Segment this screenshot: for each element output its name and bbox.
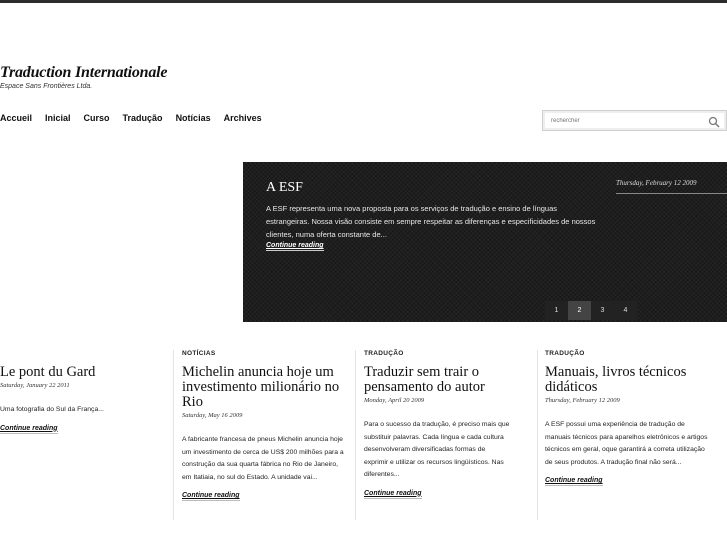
- slider-page-4[interactable]: 4: [614, 301, 637, 320]
- column-divider: [173, 350, 174, 520]
- post-date: Monday, April 20 2009: [364, 397, 425, 404]
- post-excerpt: A fabricante francesa de pneus Michelin anuncia hoje um investimento de cerca de US$ 200 milhões para a construção da sua quarta fábrica no Rio de Janeiro, em Itatiaia, no sul do Estado. A unidade vai...: [182, 436, 344, 481]
- nav-item-noticias[interactable]: Notícias: [175, 113, 211, 123]
- post-date: Saturday, January 22 2011: [0, 382, 70, 389]
- column-divider: [355, 350, 356, 520]
- post-card: [364, 350, 511, 500]
- post-card: [182, 350, 347, 502]
- slide-date-divider: [616, 193, 727, 194]
- post-date: Thursday, February 12 2009: [545, 397, 620, 404]
- slider-page-3[interactable]: 3: [591, 301, 614, 320]
- post-category[interactable]: NOTÍCIAS: [182, 350, 216, 357]
- site-title[interactable]: Traduction Internationale: [0, 64, 168, 81]
- slide-continue-reading-link[interactable]: Continue reading: [266, 242, 324, 249]
- column-divider: [537, 350, 538, 520]
- post-category[interactable]: [0, 350, 160, 360]
- post-continue-reading-link[interactable]: Continue reading: [0, 424, 58, 432]
- post-continue-reading-link[interactable]: Continue reading: [545, 477, 603, 484]
- slide-excerpt: A ESF representa uma nova proposta para os serviços de tradução e ensino de línguas estrangeiras. Nossa visão consiste em sempre respeitar as diferenças e especificidades de nossos clientes, numa oferta constante de...: [266, 204, 596, 239]
- post-card: [0, 350, 160, 435]
- slider-pager: [545, 301, 637, 320]
- nav-item-curso[interactable]: Curso: [83, 113, 110, 123]
- post-title[interactable]: Michelin anuncia hoje um investimento milionário no Rio: [182, 364, 340, 410]
- site-tagline: Espace Sans Frontières Ltda.: [0, 83, 93, 90]
- post-title[interactable]: Traduzir sem trair o pensamento do autor: [364, 364, 485, 395]
- search-input[interactable]: [551, 115, 701, 127]
- post-category[interactable]: TRADUÇÃO: [364, 350, 404, 357]
- post-continue-reading-link[interactable]: Continue reading: [364, 489, 422, 497]
- post-excerpt: Uma fotografia do Sul da França...: [0, 406, 104, 413]
- post-title[interactable]: Manuais, livros técnicos didáticos: [545, 364, 687, 395]
- post-date: Saturday, May 16 2009: [182, 412, 243, 419]
- nav-item-archives[interactable]: Archives: [223, 113, 262, 123]
- top-bar: [0, 0, 727, 3]
- main-nav: [0, 113, 275, 123]
- post-continue-reading-link[interactable]: Continue reading: [182, 492, 240, 499]
- slider-page-1[interactable]: 1: [545, 301, 568, 320]
- post-excerpt: Para o sucesso da tradução, é preciso mais que substituir palavras. Cada língua e cada cultura desenvolveram diversificadas formas de exprimir e utilizar os recursos lingüísticos. Nas diferentes...: [364, 421, 510, 478]
- featured-slider: [243, 162, 727, 322]
- slider-page-2[interactable]: 2: [568, 301, 591, 320]
- slide-date: Thursday, February 12 2009: [616, 179, 697, 187]
- post-category[interactable]: TRADUÇÃO: [545, 350, 585, 357]
- nav-item-traducao[interactable]: Tradução: [122, 113, 163, 123]
- post-title[interactable]: Le pont du Gard: [0, 364, 96, 380]
- nav-item-accueil[interactable]: Accueil: [0, 113, 33, 123]
- nav-item-inicial[interactable]: Inicial: [45, 113, 71, 123]
- slide-title[interactable]: A ESF: [266, 180, 303, 195]
- search-box: [542, 110, 727, 131]
- search-icon[interactable]: [708, 115, 720, 127]
- post-card: [545, 350, 710, 487]
- post-excerpt: A ESF possui uma experiência de tradução de manuais técnicos para aparelhos eletrônicos e artigos técnicos em geral, oque garantirá a correta utilização de seus produtos. A tradução final não será...: [545, 421, 708, 466]
